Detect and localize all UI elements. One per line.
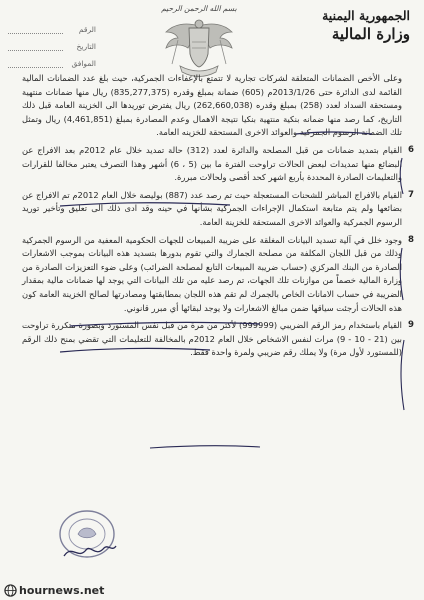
reference-fields (8, 20, 96, 71)
item-text: القيام بالافراج المباشر للشحنات المستعجلة حيث تم رصد عدد (887) بوليصة خلال العام 2012م تم الافراج عن بضائعها ولم يتم متابعة استكمال الإجراءات الجمركية بشأنها في حينه وقد ادى ذلك الى تعليق وتأخير توريد الرسوم الجمركية والعوائد الاخرى المستحقة للخزينة العامة. (22, 189, 402, 227)
ref-date-label: التاريخ (76, 42, 96, 51)
ref-number-label: الرقم (78, 25, 96, 34)
list-item (22, 189, 414, 230)
ref-date-line (8, 40, 63, 51)
item-number: 7 (408, 189, 414, 200)
ref-hijri-label: الموافق (71, 59, 96, 68)
item-number: 6 (408, 144, 414, 155)
item-text: وجود خلل في آلية تسديد البيانات المغلقة على ضريبة المبيعات للجهات الحكومية المعفية من الرسوم الجمركية وذلك من قبل اللجان المكلفة من مصلحة الجمارك والتي تقوم بدورها بتسديد هذه البيانات بموجب الاشعارات الصادرة من البنك المركزي (حساب ضريبة المبيعات التابع لمصلحة الضرائب) وعلى ضوء التعزيزات الصادرة من وزارة المالية خصماً من موازنات تلك الجهات، تم رصد عليه من تلك البيانات التي يوجد لها ضمانات مالية بمقدار الضريبة في حساب الامانات الخاص بالجمرك لم تقم هذه اللجان بمطابقتها ومصادرتها لصالح الخزينة العامة كون هذه الحالات أرجئت سياقها ضمن مبالغ الاشعارات ولا يوجد لبقائها أي مبرر قانوني. (22, 234, 402, 313)
item-number: 8 (408, 234, 414, 245)
item-text: القيام بتمديد ضمانات من قبل المصلحة والدائرة لعدد (312) حالة تمديد خلال عام 2012م بعد الافراج عن البضائع منها تمديدات لبعض الحالات تراوحت الفترة ما بين (5 ، 6) أشهر وهذا التصرف يعتبر مخالفا للقرارات والتعليمات الصادرة المحددة بأربع اشهر كحد أقصى ولحالات مبررة. (22, 144, 403, 183)
basmala: بسم الله الرحمن الرحيم (161, 4, 237, 13)
list-item (22, 319, 414, 360)
list-item (22, 234, 414, 316)
site-watermark (4, 584, 104, 597)
list-item (22, 144, 414, 185)
signature-icon (60, 538, 120, 564)
ministry-line-2: وزارة المالية (331, 25, 410, 43)
letter-body (22, 72, 414, 360)
globe-icon (4, 584, 17, 597)
item-number: 9 (408, 320, 414, 331)
ministry-line-1: الجمهورية اليمنية (322, 8, 410, 23)
intro-paragraph: وعلى الأخص الضمانات المتعلقة لشركات تجارية لا تتمتع بالإعفاءات الجمركية، حيث بلغ عدد الضمانات المالية القائمة لدى الدائرة حتى 2013/1/26م (605) ضمانة بمبلغ وقدره (835,277,375) ريال منها ضمانات منتهية ومستحقة السداد لعدد (258) بمبلغ وقدره (262,660,038) ريال يفترض توريدها الى الخزينة العامة قبل ذلك التاريخ، كما رصد منها ضمانه بنكية منتهية بنكيا نتيجة الاهمال وعدم المصادرة بمبلغ (4,461,851) ريال وتمثل تلك الضمانة الرسوم الجمركية والعوائد الاخرى المستحقة للخزينه العامة. (22, 73, 403, 138)
ref-number-line (8, 23, 63, 34)
ministry-letterhead (322, 8, 410, 44)
ref-hijri-line (8, 57, 63, 68)
watermark-text: hournews.net (19, 584, 105, 597)
ref-number-row (8, 20, 96, 34)
ref-hijri-row (8, 54, 96, 68)
item-text: القيام باستخدام رمز الرقم الضريبي (999999) لأكثر من مرة من قبل نفس المستورد وبصورة متكررة تراوحت بين (21 - 10 - 9) مرات لنفس الاشخاص خلال العام 2012م بالمخالفة للتعليمات التي تقضي بمنح ذلك الرقم (للمستورد لأول مرة) ولا يملك رقم ضريبي ولمرة واحدة فقط. (22, 320, 402, 358)
ref-date-row (8, 37, 96, 51)
